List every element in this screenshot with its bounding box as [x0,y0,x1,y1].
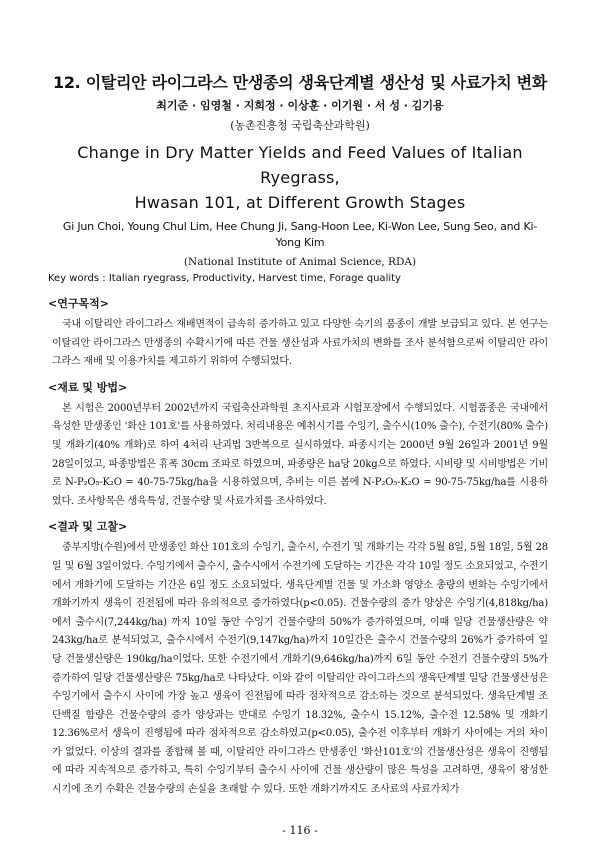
english-title-line-2: Hwasan 101, at Different Growth Stages [134,193,466,212]
section-results [48,519,548,799]
keywords-text: Italian ryegrass, Productivity, Harvest time, Forage quality [108,273,401,284]
page-number: - 116 - [282,824,318,837]
section-body-purpose: 국내 이탈리안 라이그라스 재배면적이 급속히 증가하고 있고 다양한 숙기의 품종이 개발 보급되고 있다. 본 연구는 이탈리안 라이그라스 만생종의 수확시기에 따른 건물 생산성과 사료가치의 변화를 조사 분석함으로써 이탈리안 라이그라스 재배 및 이용가치를 제고하기 위하여 수행되었다. [52,319,548,368]
section-purpose [48,296,548,372]
section-heading-results: <결과 및 고찰> [48,520,128,534]
section-body-methods: 본 시험은 2000년부터 2002년까지 국립축산과학원 초지사료과 시험포장에서 수행되었다. 시험품종은 국내에서 육성한 만생종인 '화산 101호'를 사용하였다. 처리내용은 예취시기를 수잉기, 출수시(10% 출수), 수전기(80% 출수) 및 개화기(40% 개화)로 하여 4처리 난괴법 3반복으로 실시하였다. 파종시기는 2000년 9월 26일과 2001년 9월 28일이었고, 파종방법은 휴폭 30cm 조파로 하였으며, 파종량은 ha당 20kg으로 하였다. 시비량 및 시비방법은 기비로 N-P₂O₅-K₂O = 40-75-75kg/ha을 시용하였으며, 추비는 이른 봄에 N-P₂O₅-K₂O = 90-75-75kg/ha를 시용하였다. 조사항목은 생육특성, 건물수량 및 사료가치를 조사하였다. [52,402,548,507]
section-body-results: 중부지방(수원)에서 만생종인 화산 101호의 수잉기, 출수시, 수전기 및 개화기는 각각 5월 8일, 5월 18일, 5월 28일 및 6월 3일이었다. 수잉기에서 출수시, 출수시에서 수전기에 도달하는 기간은 각각 10일 정도 소요되었고, 수전기에서 개화기에 도달하는 기간은 6일 정도 소요되었다. 생육단계별 건물 및 가소화 영양소 총량의 변화는 수잉기에서 개화기까지 생육이 진전됨에 따라 유의적으로 증가하였다(p<0.05). 건물수량의 증가 양상은 수잉기(4,818kg/ha)에서 출수시(7,244kg/ha) 까지 10일 동안 수잉기 건물수량의 50%가 증가하였으며, 이때 일당 건물생산량은 약 243kg/ha로 분석되었고, 출수시에서 수전기(9,147kg/ha)까지 10일간은 출수시 건물수량의 26%가 증가하여 일당 건물생산량은 190kg/ha이었다. 또한 수전기에서 개화기(9,646kg/ha)까지 6일 동안 수전기 건물수량의 5%가 증가하여 일당 건물생산량은 75kg/ha로 나타났다. 이와 같이 이탈리안 라이그라스의 생육단계별 일당 건물생산성은 수잉기에서 출수시 사이에 가장 높고 생육이 진전됨에 따라 점차적으로 감소하는 것으로 분석되었다. 생육단계별 조단백질 함량은 건물수량의 증가 양상과는 반대로 수잉기 18.32%, 출수시 15.12%, 출수전 12.58% 및 개화기 12.36%로서 생육이 진행됨에 따라 점차적으로 감소하였고(p<0.05), 출수전 이후부터 개화기 사이에는 거의 차이가 없었다. 이상의 결과를 종합해 볼 때, 이탈리안 라이그라스 만생종인 '화산101호'의 건물생산성은 생육이 진행됨에 따라 지속적으로 증가하고, 특히 수잉기부터 출수시 사이에 건물 생산량이 많은 특성을 고려하면, 생육이 왕성한 시기에 조기 수확은 건물수량의 손실을 초래할 수 있다. 또한 개화기까지도 조사료의 사료가치가 [52,542,548,796]
section-heading-methods: <재료 및 방법> [48,380,128,394]
korean-affiliation: (농촌진흥청 국립축산과학원) [230,119,370,132]
english-title-line-1: Change in Dry Matter Yields and Feed Values of Italian Ryegrass, [77,143,523,187]
korean-authors: 최기준 · 임영철 · 지희정 · 이상훈 · 이기원 · 서 성 · 김기용 [156,99,444,112]
korean-title: 12. 이탈리안 라이그라스 만생종의 생육단계별 생산성 및 사료가치 변화 [53,73,547,92]
english-authors: Gi Jun Choi, Young Chul Lim, Hee Chung Ji, Sang-Hoon Lee, Ki-Won Lee, Sung Seo, and Ki-Yong Kim [62,220,538,249]
section-heading-purpose: <연구목적> [48,297,109,310]
english-affiliation: (National Institute of Animal Science, RDA) [183,256,417,268]
keywords-line [48,271,548,286]
english-title [52,140,548,215]
paper-page [48,72,548,800]
keywords-label: Key words : [48,273,106,284]
section-methods [48,380,548,512]
